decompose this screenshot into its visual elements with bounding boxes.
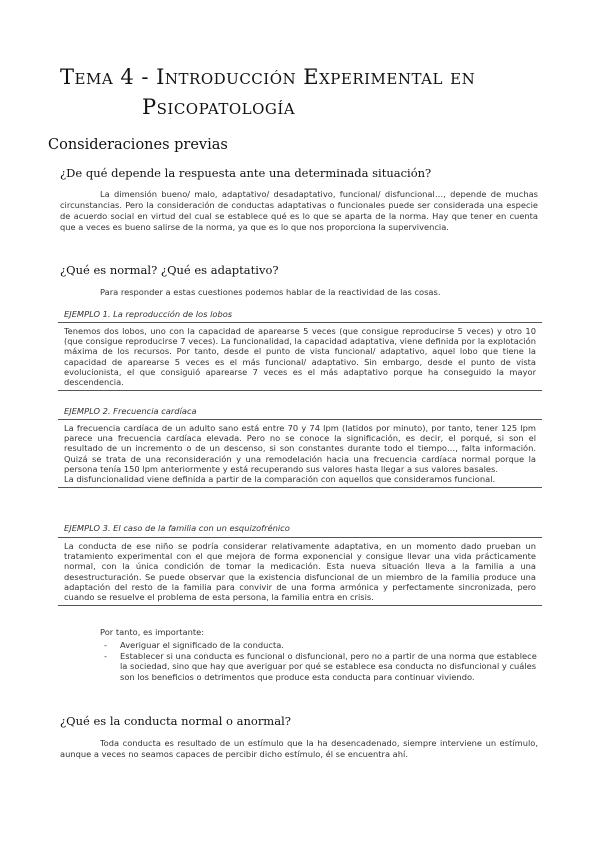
page-title [60, 62, 550, 122]
example-3-box [58, 537, 542, 606]
question-heading-2: ¿Qué es normal? ¿Qué es adaptativo? [60, 263, 279, 277]
example-3-text: La conducta de ese niño se podría considerar relativamente adaptativa, en un momento dado prueban un tratamiento experimental con el que mejora de forma exponencial y consigue llevar una vida prácticamente normal, con la única condición de tomar la medicación. Esta nueva situación lleva a la familia a una desestructuración. Se puede observar que la existencia disfuncional de un miembro de la familia produce una adaptación del resto de la familia para convivir de una forma armónica y perfectamente sincronizada, pero cuando se resuelve el problema de esta persona, la familia entra en crisis. [64, 541, 536, 603]
example-2-text-1: La frecuencia cardíaca de un adulto sano está entre 70 y 74 lpm (latidos por minuto), por tanto, tener 125 lpm parece una frecuencia cardíaca elevada. Pero no se conoce la significación, es decir, el porqué, si son el resultado de un incremento o de un descenso, si son constantes durante todo el tiempo…, falta información. Quizá se trata de una reconsideración y una remodelación hacia una frecuencia cardíaca normal porque la persona tenía 150 lpm anteriormente y está recuperando sus valores hasta llegar a sus valores basales. [64, 423, 536, 474]
title-line-2: Psicopatología [142, 95, 296, 119]
question-heading-3: ¿Qué es la conducta normal o anormal? [60, 714, 291, 728]
dash-bullet: - [104, 650, 107, 661]
paragraph-3: Toda conducta es resultado de un estímulo que la ha desencadenado, siempre interviene un estímulo, aunque a veces no seamos capaces de percibir dicho estímulo, él se encuentra ahí. [60, 738, 538, 759]
question-heading-1: ¿De qué depende la respuesta ante una determinada situación? [60, 166, 432, 180]
importance-intro: Por tanto, es importante: [100, 627, 204, 637]
list-item: - Averiguar el significado de la conducta. [104, 640, 284, 650]
example-2-box [58, 419, 542, 488]
example-1-title: EJEMPLO 1. La reproducción de los lobos [64, 309, 233, 319]
example-1-box [58, 322, 542, 391]
paragraph-2: Para responder a estas cuestiones podemos hablar de la reactividad de las cosas. [100, 287, 441, 297]
list-item: - Establecer si una conducta es funcional o disfuncional, pero no a partir de una norma que establece la sociedad, sino que hay que averiguar por qué se establece esa conducta no disfuncional y cuáles son los beneficios o detrimentos que produce esta conducta para continuar viviendo. [104, 650, 537, 682]
title-line-1: Tema 4 - Introducción Experimental en [60, 65, 476, 89]
paragraph-1: La dimensión bueno/ malo, adaptativo/ desadaptativo, funcional/ disfuncional…, depende de muchas circunstancias. Pero la consideración de conductas adaptativas o funcionales puede ser considerada una especie de acuerdo social en virtud del cual se establece qué es lo que se aparta de la norma. Hay que tener en cuenta que a veces es bueno salirse de la norma, ya que es lo que nos proporciona la supervivencia. [60, 189, 538, 232]
section-heading: Consideraciones previas [48, 137, 228, 153]
example-1-text: Tenemos dos lobos, uno con la capacidad de aparearse 5 veces (que consigue reproducirse 5 veces) y otro 10 (que consigue reproducirse 7 veces). La funcionalidad, la capacidad adaptativa, viene definida por la explotación máxima de los recursos. Por tanto, desde el punto de vista funcional/ adaptativo, aquel lobo que tiene la capacidad de aparearse 5 veces es el más funcional/ adaptativo. Sin embargo, desde el punto de vista evolucionista, el que consiguió aparearse 7 veces es el más adaptativo porque ha conseguido la mayor descendencia. [64, 326, 536, 388]
example-3-title: EJEMPLO 3. El caso de la familia con un esquizofrénico [64, 523, 290, 533]
importance-list [104, 640, 544, 682]
example-2-title: EJEMPLO 2. Frecuencia cardíaca [64, 406, 197, 416]
example-2-text-2: La disfuncionalidad viene definida a partir de la comparación con aquellos que consideramos funcional. [64, 474, 496, 485]
dash-bullet: - [104, 640, 107, 650]
